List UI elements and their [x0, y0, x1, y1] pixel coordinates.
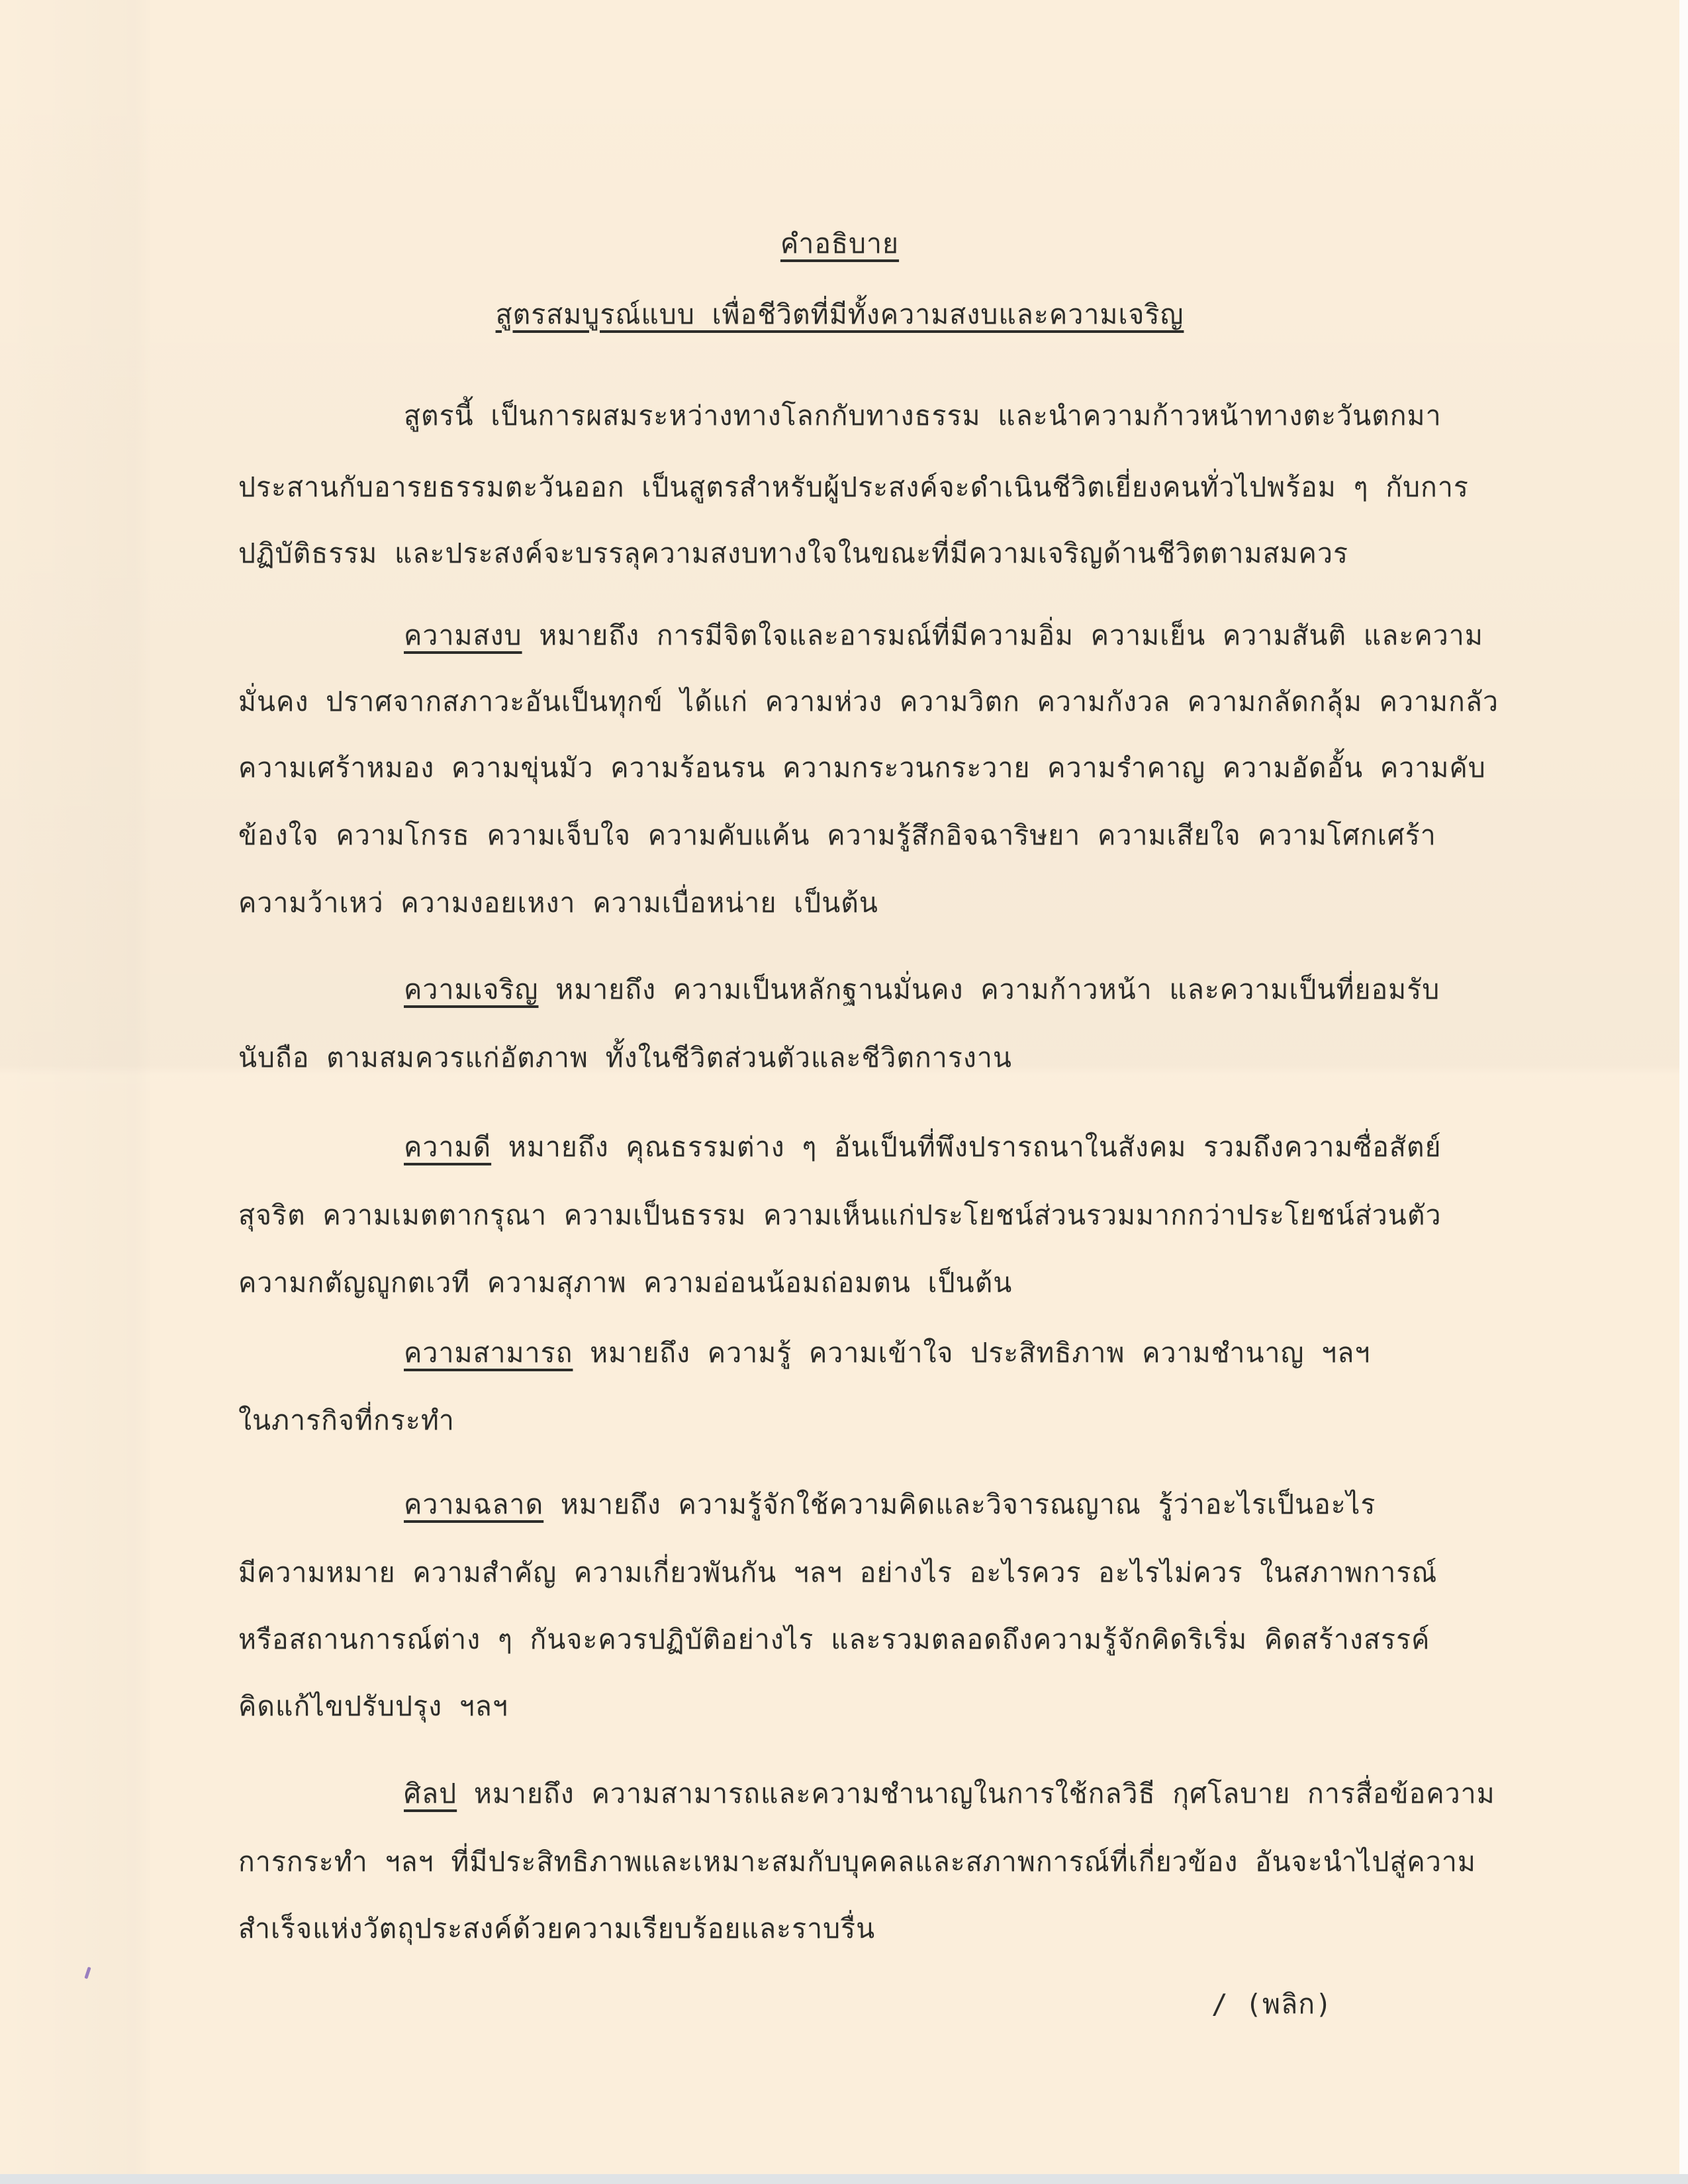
definition-line: สุจริต ความเมตตากรุณา ความเป็นธรรม ความเห็นแก่ประโยชน์ส่วนรวมมากกว่าประโยชน์ส่วนตัว: [238, 1199, 1442, 1231]
definition-line: การกระทำ ฯลฯ ที่มีประสิทธิภาพและเหมาะสมกับบุคคลและสภาพการณ์ที่เกี่ยวข้อง อันจะนำไปสู่ความ: [238, 1846, 1476, 1878]
definition-line: หรือสถานการณ์ต่าง ๆ กันจะควรปฏิบัติอย่างไร และรวมตลอดถึงความรู้จักคิดริเริ่ม คิดสร้างสรรค์: [238, 1623, 1430, 1655]
definition-first-line: [404, 1333, 1370, 1373]
definition-text: หมายถึง ความรู้จักใช้ความคิดและวิจารณญาณ รู้ว่าอะไรเป็นอะไร: [543, 1488, 1376, 1520]
definition-text: หมายถึง ความรู้ ความเข้าใจ ประสิทธิภาพ ความชำนาญ ฯลฯ: [573, 1337, 1371, 1369]
definition-term: ศิลป: [404, 1778, 457, 1809]
definition-line: สำเร็จแห่งวัตถุประสงค์ด้วยความเรียบร้อยและราบรื่น: [238, 1913, 876, 1944]
definition-term: ความสงบ: [404, 619, 522, 651]
intro-line: ปฏิบัติธรรม และประสงค์จะบรรลุความสงบทางใจในขณะที่มีความเจริญด้านชีวิตตามสมควร: [238, 537, 1349, 569]
definition-line: ความเศร้าหมอง ความขุ่นมัว ความร้อนรน ความกระวนกระวาย ความรำคาญ ความอัดอั้น ความคับ: [238, 752, 1486, 784]
page-edge: [1679, 0, 1688, 2174]
definition-text: หมายถึง ความเป็นหลักฐานมั่นคง ความก้าวหน้า และความเป็นที่ยอมรับ: [538, 974, 1440, 1005]
definition-text: หมายถึง การมีจิตใจและอารมณ์ที่มีความอิ่ม ความเย็น ความสันติ และความ: [522, 619, 1483, 651]
definition-line: มั่นคง ปราศจากสภาวะอันเป็นทุกข์ ได้แก่ ความห่วง ความวิตก ความกังวล ความกลัดกลุ้ม ความกลัว: [238, 686, 1499, 717]
definition-term: ความดี: [404, 1131, 492, 1163]
definition-term: ความฉลาด: [404, 1488, 544, 1520]
definition-first-line: [404, 1484, 1376, 1524]
definition-first-line: [404, 1127, 1442, 1167]
definition-line: นับถือ ตามสมควรแก่อัตภาพ ทั้งในชีวิตส่วนตัวและชีวิตการงาน: [238, 1042, 1012, 1073]
definition-first-line: [404, 615, 1483, 655]
definition-text: หมายถึง คุณธรรมต่าง ๆ อันเป็นที่พึงปรารถนาในสังคม รวมถึงความซื่อสัตย์: [491, 1131, 1442, 1163]
document-title: คำอธิบาย: [780, 228, 900, 259]
definition-first-line: [404, 970, 1440, 1009]
definition-text: หมายถึง ความสามารถและความชำนาญในการใช้กลวิธี กุศโลบาย การสื่อข้อความ: [457, 1778, 1495, 1809]
definition-first-line: [404, 1774, 1495, 1813]
document-subtitle: สูตรสมบูรณ์แบบ เพื่อชีวิตที่มีทั้งความสงบและความเจริญ: [495, 298, 1184, 330]
definition-line: ความกตัญญูกตเวที ความสุภาพ ความอ่อนน้อมถ่อมตน เป็นต้น: [238, 1267, 1013, 1298]
intro-line: สูตรนี้ เป็นการผสมระหว่างทางโลกกับทางธรรม และนำความก้าวหน้าทางตะวันตกมา: [404, 400, 1442, 432]
definition-line: คิดแก้ไขปรับปรุง ฯลฯ: [238, 1690, 508, 1722]
definition-line: มีความหมาย ความสำคัญ ความเกี่ยวพันกัน ฯลฯ อย่างไร อะไรควร อะไรไม่ควร ในสภาพการณ์: [238, 1557, 1438, 1588]
ink-mark: [84, 1967, 91, 1979]
definition-term: ความสามารถ: [404, 1337, 573, 1369]
definition-term: ความเจริญ: [404, 974, 539, 1005]
turn-page-note: / (พลิก): [1211, 1988, 1333, 2020]
definition-line: ข้องใจ ความโกรธ ความเจ็บใจ ความคับแค้น ความรู้สึกอิจฉาริษยา ความเสียใจ ความโศกเศร้า: [238, 819, 1436, 851]
definition-line: ความว้าเหว่ ความงอยเหงา ความเบื่อหน่าย เป็นต้น: [238, 887, 878, 919]
definition-line: ในภารกิจที่กระทำ: [238, 1404, 455, 1436]
intro-line: ประสานกับอารยธรรมตะวันออก เป็นสูตรสำหรับผู้ประสงค์จะดำเนินชีวิตเยี่ยงคนทั่วไปพร้อม ๆ กับการ: [238, 471, 1469, 503]
